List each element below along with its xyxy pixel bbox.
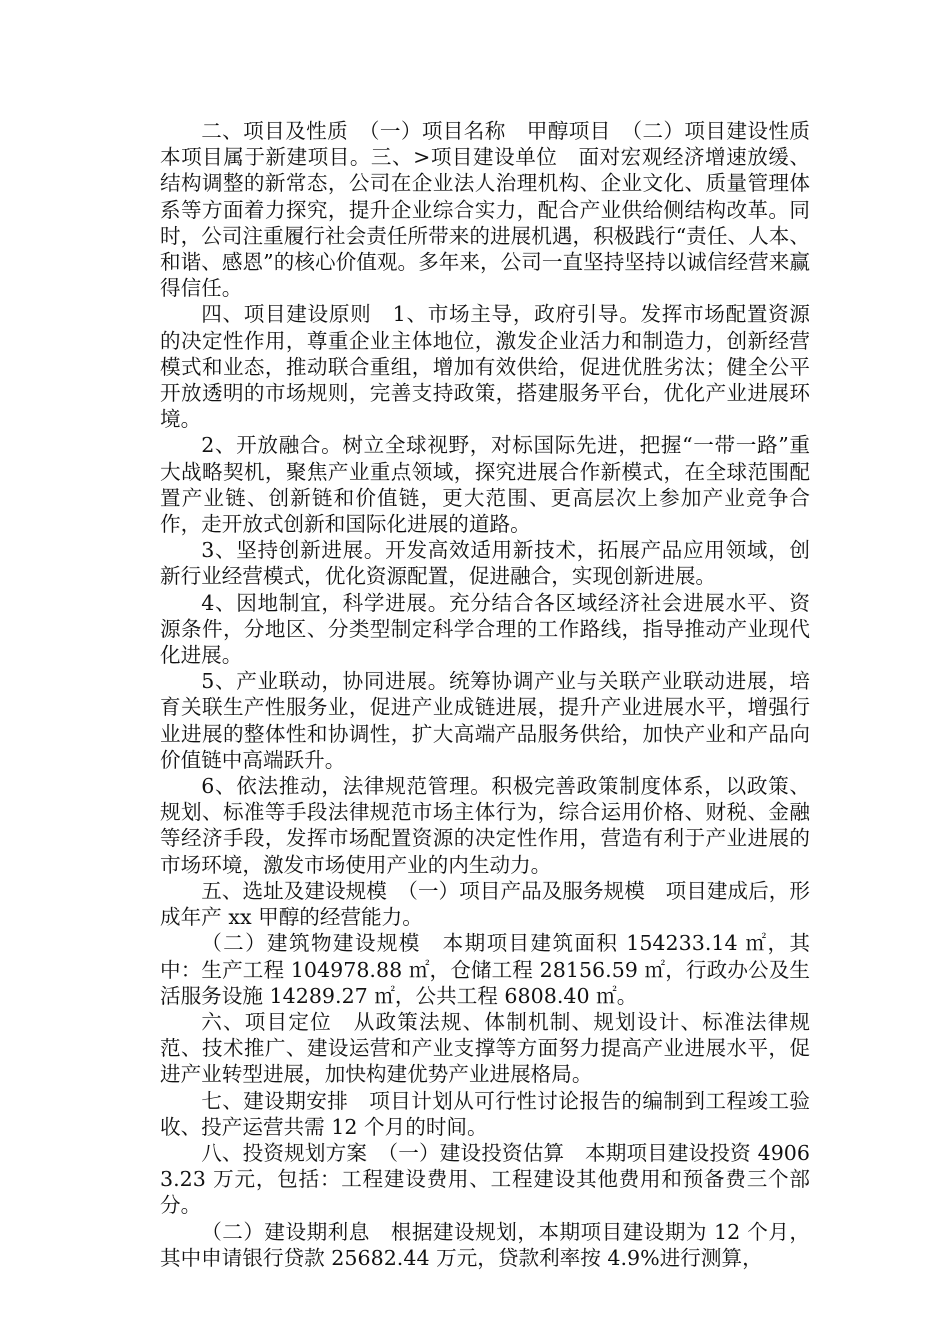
paragraph-investment-estimate: 八、投资规划方案 （一）建设投资估算 本期项目建设投资 49063.23 万元，包括：工程建设费用、工程建设其他费用和预备费三个部分。 [160,1140,810,1218]
document-page [160,118,831,1271]
paragraph-site-scale: 五、选址及建设规模 （一）项目产品及服务规模 项目建成后，形成年产 xx 甲醇的经营能力。 [160,878,810,930]
paragraph-open-integration: 2、开放融合。树立全球视野，对标国际先进，把握“一带一路”重大战略契机，聚焦产业重点领域，探究进展合作新模式，在全球范围配置产业链、创新链和价值链，更大范围、更高层次上参加产业竞争合作，走开放式创新和国际化进展的道路。 [160,433,810,537]
paragraph-construction-interest: （二）建设期利息 根据建设规划，本期项目建设期为 12 个月，其中申请银行贷款 25682.44 万元，贷款利率按 4.9%进行测算， [160,1219,810,1270]
paragraph-schedule: 七、建设期安排 项目计划从可行性讨论报告的编制到工程竣工验收、投产运营共需 12 个月的时间。 [160,1088,810,1139]
paragraph-rule-of-law: 6、依法推动，法律规范管理。积极完善政策制度体系，以政策、规划、标准等手段法律规范市场主体行为，综合运用价格、财税、金融等经济手段，发挥市场配置资源的决定性作用，营造有利于产业进展的市场环境，激发市场使用产业的内生动力。 [160,774,810,877]
paragraph-principles: 四、项目建设原则 1、市场主导，政府引导。发挥市场配置资源的决定性作用，尊重企业主体地位，激发企业活力和制造力，创新经营模式和业态，推动联合重组，增加有效供给，促进优胜劣汰；健全公平开放透明的市场规则，完善支持政策，搭建服务平台，优化产业进展环境。 [160,302,810,432]
paragraph-positioning: 六、项目定位 从政策法规、体制机制、规划设计、标准法律规范、技术推广、建设运营和产业支撑等方面努力提高产业进展水平，促进产业转型进展，加快构建优势产业进展格局。 [160,1009,810,1087]
paragraph-building-scale: （二）建筑物建设规模 本期项目建筑面积 154233.14 ㎡，其中：生产工程 104978.88 ㎡，仓储工程 28156.59 ㎡，行政办公及生活服务设施 14289.27 ㎡，公共工程 6808.40 ㎡。 [160,931,810,1008]
paragraph-industry-linkage: 5、产业联动，协同进展。统筹协调产业与关联产业联动进展，培育关联生产性服务业，促进产业成链进展，提升产业进展水平，增强行业进展的整体性和协调性，扩大高端产品服务供给，加快产业和产品向价值链中高端跃升。 [160,669,810,772]
paragraph-innovation: 3、坚持创新进展。开发高效适用新技术，拓展产品应用领域，创新行业经营模式，优化资源配置，促进融合，实现创新进展。 [160,538,810,589]
paragraph-project-nature: 二、项目及性质 （一）项目名称 甲醇项目 （二）项目建设性质 本项目属于新建项目。三、>项目建设单位 面对宏观经济增速放缓、结构调整的新常态，公司在企业法人治理机构、企业文化、质量管理体系等方面着力探究，提升企业综合实力，配合产业供给侧结构改革。同时，公司注重履行社会责任所带来的进展机遇，积极践行“责任、人本、和谐、感恩”的核心价值观。多年来，公司一直坚持坚持以诚信经营来赢得信任。 [160,119,831,301]
paragraph-local-conditions: 4、因地制宜，科学进展。充分结合各区域经济社会进展水平、资源条件，分地区、分类型制定科学合理的工作路线，指导推动产业现代化进展。 [160,590,810,668]
